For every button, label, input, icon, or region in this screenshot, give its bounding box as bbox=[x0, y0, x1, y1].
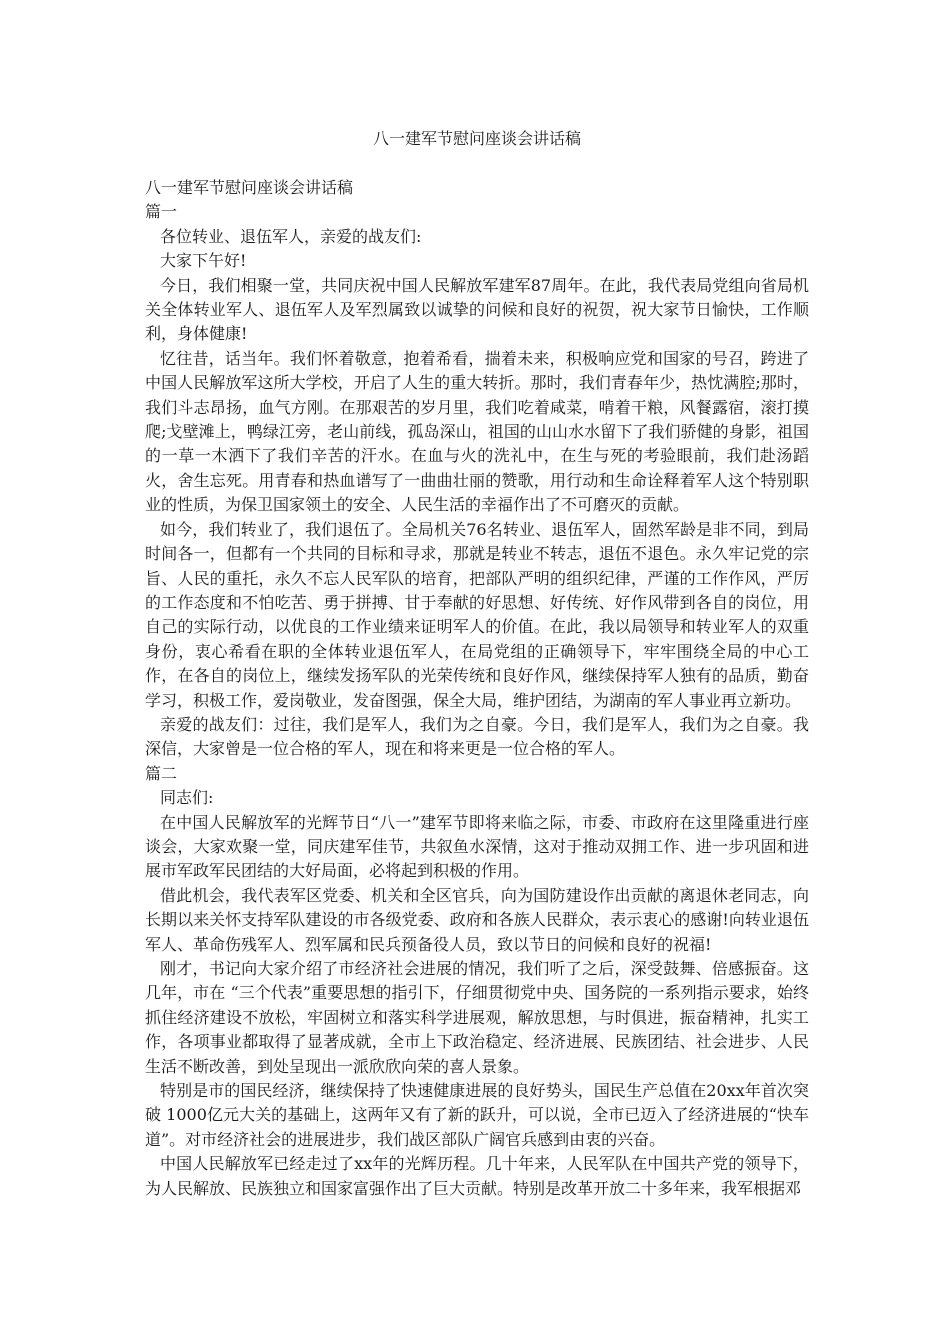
paragraph: 亲爱的战友们：过往，我们是军人，我们为之自豪。今日，我们是军人，我们为之自豪。我深信，大家曾是一位合格的军人，现在和将来更是一位合格的军人。 bbox=[145, 714, 809, 759]
paragraph: 借此机会，我代表军区党委、机关和全区官兵，向为国防建设作出贡献的离退休老同志，向长期以来关怀支持军队建设的市各级党委、政府和各族人民群众，表示衷心的感谢!向转业退伍军人、革命伤残军人、烈军属和民兵预备役人员，致以节日的问候和良好的祝福! bbox=[145, 885, 809, 954]
paragraph: 中国人民解放军已经走过了xx年的光辉历程。几十年来，人民军队在中国共产党的领导下，为人民解放、民族独立和国家富强作出了巨大贡献。特别是改革开放二十多年来，我军根据邓 bbox=[145, 1154, 809, 1198]
section-label-1: 篇一 bbox=[145, 202, 178, 222]
paragraph: 同志们: bbox=[160, 788, 214, 808]
section-label-2: 篇二 bbox=[145, 763, 178, 783]
paragraph: 刚才，书记向大家介绍了市经济社会进展的情况，我们听了之后，深受鼓舞、倍感振奋。这几年，市在 “三个代表”重要思想的指引下，仔细贯彻党中央、国务院的一系列指示要求，始终抓住经济建设不放松，牢固树立和落实科学进展观，解放思想，与时俱进，振奋精神，扎实工作，各项事业都取得了显著成就，全市上下政治稳定、经济进展、民族团结、社会进步、人民生活不断改善，到处呈现出一派欣欣向荣的喜人景象。 bbox=[145, 959, 809, 1076]
document-heading: 八一建军节慰问座谈会讲话稿 bbox=[145, 178, 354, 197]
document-body bbox=[145, 176, 809, 1201]
paragraph: 各位转业、退伍军人，亲爱的战友们: bbox=[160, 226, 422, 246]
paragraph: 大家下午好! bbox=[160, 251, 247, 271]
paragraph: 特别是市的国民经济，继续保持了快速健康进展的良好势头，国民生产总值在20xx年首次突破 1000亿元大关的基础上，这两年又有了新的跃升，可以说，全市已迈入了经济进展的“快车道”。对市经济社会的进展进步，我们战区部队广阔官兵感到由衷的兴奋。 bbox=[145, 1081, 809, 1149]
paragraph: 在中国人民解放军的光辉节日“八一”建军节即将来临之际，市委、市政府在这里隆重进行座谈会，大家欢聚一堂，同庆建军佳节，共叙鱼水深情，这对于推动双拥工作、进一步巩固和进展市军政军民团结的大好局面，必将起到积极的作用。 bbox=[145, 812, 809, 881]
document-title: 八一建军节慰问座谈会讲话稿 bbox=[372, 129, 581, 148]
paragraph: 如今，我们转业了，我们退伍了。全局机关76名转业、退伍军人，固然军龄是非不同，到局时间各一，但都有一个共同的目标和寻求，那就是转业不转志，退伍不退色。永久牢记党的宗旨、人民的重托，永久不忘人民军队的培育，把部队严明的组织纪律，严谨的工作作风，严厉的工作态度和不怕吃苦、勇于拼搏、甘于奉献的好思想、好传统、好作风带到各自的岗位，用自己的实际行动，以优良的工作业绩来证明军人的价值。在此，我以局领导和转业军人的双重身份，衷心希看在职的全体转业退伍军人，在局党组的正确领导下，牢牢围绕全局的中心工作，在各自的岗位上，继续发扬军队的光荣传统和良好作风，继续保持军人独有的品质，勤奋学习，积极工作，爱岗敬业，发奋图强，保全大局，维护团结，为湖南的军人事业再立新功。 bbox=[145, 519, 809, 710]
paragraph: 忆往昔，话当年。我们怀着敬意，抱着希看，揣着未来，积极响应党和国家的号召，跨进了中国人民解放军这所大学校，开启了人生的重大转折。那时，我们青春年少，热忱满腔;那时，我们斗志昂扬，血气方刚。在那艰苦的岁月里，我们吃着咸菜，啃着干粮，风餐露宿，滚打摸爬;戈壁滩上，鸭绿江旁，老山前线，孤岛深山，祖国的山山水水留下了我们骄健的身影，祖国的一草一木洒下了我们辛苦的汗水。在血与火的洗礼中，在生与死的考验眼前，我们赴汤蹈火，舍生忘死。用青春和热血谱写了一曲曲壮丽的赞歌，用行动和生命诠释着军人这个特别职业的性质，为保卫国家领土的安全、人民生活的幸福作出了不可磨灭的贡献。 bbox=[145, 348, 809, 515]
paragraph: 今日，我们相聚一堂，共同庆祝中国人民解放军建军87周年。在此，我代表局党组向省局机关全体转业军人、退伍军人及军烈属致以诚挚的问候和良好的祝贺，祝大家节日愉快，工作顺利，身体健康! bbox=[145, 275, 809, 344]
